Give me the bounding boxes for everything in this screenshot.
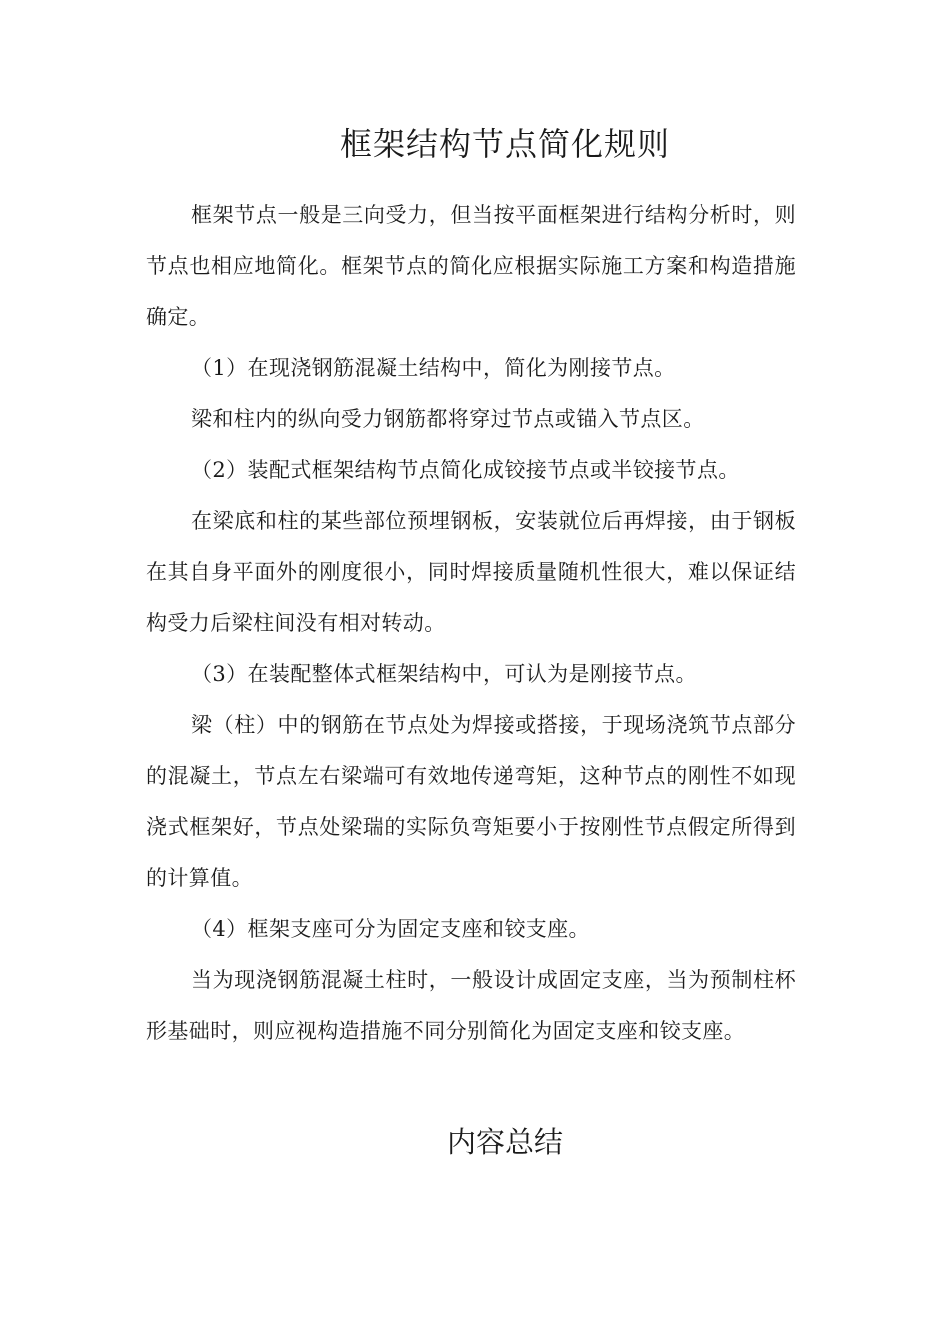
page-title: 框架结构节点简化规则 (339, 125, 670, 163)
paragraph-item-1-heading: （1）在现浇钢筋混凝土结构中，简化为刚接节点。 (191, 356, 676, 380)
paragraph-item-2-heading: （2）装配式框架结构节点简化成铰接节点或半铰接节点。 (191, 458, 740, 482)
paragraph-item-2-detail: 在梁底和柱的某些部位预埋钢板，安装就位后再焊接，由于钢板在其自身平面外的刚度很小，同时焊接质量随机性很大，难以保证结构受力后梁柱间没有相对转动。 (146, 509, 796, 635)
paragraph-item-3-detail: 梁（柱）中的钢筋在节点处为焊接或搭接，于现场浇筑节点部分的混凝土，节点左右梁端可有效地传递弯矩，这种节点的刚性不如现浇式框架好，节点处梁瑞的实际负弯矩要小于按刚性节点假定所得到的计算值。 (146, 713, 796, 890)
summary-heading: 内容总结 (446, 1125, 563, 1159)
paragraph-intro: 框架节点一般是三向受力，但当按平面框架进行结构分析时，则节点也相应地简化。框架节点的简化应根据实际施工方案和构造措施确定。 (146, 203, 796, 329)
document-body (146, 190, 796, 1057)
paragraph-item-4-detail: 当为现浇钢筋混凝土柱时，一般设计成固定支座，当为预制柱杯形基础时，则应视构造措施不同分别简化为固定支座和铰支座。 (146, 968, 796, 1043)
paragraph-item-3-heading: （3）在装配整体式框架结构中，可认为是刚接节点。 (191, 662, 697, 686)
paragraph-item-1-detail: 梁和柱内的纵向受力钢筋都将穿过节点或锚入节点区。 (191, 407, 705, 431)
paragraph-item-4-heading: （4）框架支座可分为固定支座和铰支座。 (191, 917, 590, 941)
